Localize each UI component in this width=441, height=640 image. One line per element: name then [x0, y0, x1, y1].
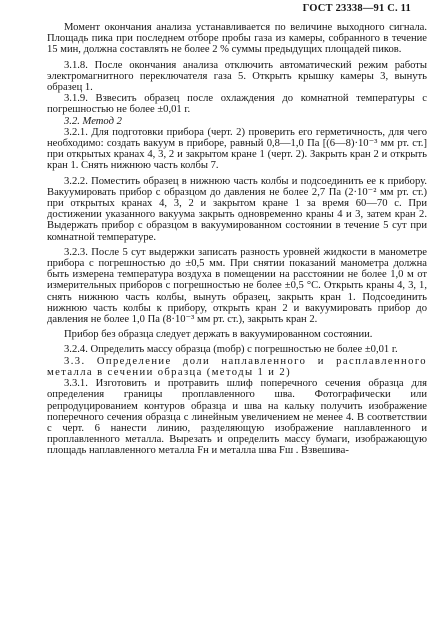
- page-header: ГОСТ 23338—91 С. 11: [302, 3, 411, 14]
- paragraph-3-2-1: 3.2.1. Для подготовки прибора (черт. 2) проверить его герметичность, для чего необходимо: создать вакуум в приборе, равный 0,8—1,0 Па [(6—8)·10⁻³ мм рт. ст.] при открытых кранах 4, 3, 2 и закрытом кране 1 (черт. 2). Закрыть кран 2 и открыть кран 1. Снять нижнюю часть колбы 7.: [47, 126, 427, 172]
- paragraph-3-1-9: 3.1.9. Взвесить образец после охлаждения до комнатной температуры с погрешностью не более ±0,01 г.: [47, 93, 427, 116]
- paragraph-3-2-3: 3.2.3. После 5 сут выдержки записать разность уровней жидкости в манометре прибора с погрешностью до ±0,5 мм. При снятии показаний манометра должна быть измерена температура воздуха в помещении на расстоянии не более 1,0 м от измерительных приборов с погрешностью не более ±0,5 °С. Открыть краны 4, 3, 1, снять нижнюю часть колбы, вынуть образец, закрыть кран 1. Подсоединить нижнюю часть колбы к прибору, открыть кран 2 и вакуумировать прибор до давления не более 1,0 Па (8·10⁻³ мм рт. ст.), закрыть кран 2.: [47, 246, 427, 326]
- paragraph-note: Прибор без образца следует держать в вакуумированном состоянии.: [64, 329, 373, 341]
- paragraph-3-2-2: 3.2.2. Поместить образец в нижнюю часть колбы и подсоединить ее к прибору. Вакуумировать прибор с образцом до давления не более 2,7 Па (2·10⁻² мм рт. ст.) при открытых кранах 4, 3, 2 и закрытом кране 1 за время 60—70 с. При достижении указанного вакуума закрыть одновременно краны 4 и 3, затем кран 2. Выдержать прибор с образцом в вакуумированном состоянии в течение 5 сут при комнатной температуре.: [47, 175, 427, 243]
- paragraph-1: Момент окончания анализа устанавливается по величине выходного сигнала. Площадь пика при последнем отборе пробы газа из камеры, собранного в течение 15 мин, должна составлять не более 2 % суммы предыдущих площадей пиков.: [47, 22, 427, 56]
- document-body: [47, 22, 427, 457]
- paragraph-3-1-8: 3.1.8. После окончания анализа отключить автоматический режим работы электромагнитного переключателя газа 5. Открыть крышку камеры 3, вынуть образец 1.: [47, 59, 427, 94]
- section-heading-3-2: 3.2. Метод 2: [64, 115, 122, 127]
- section-heading-3-3: 3.3. Определение доли наплавленного и расплавленного металла в сечении образца (методы 1 и 2): [47, 355, 427, 378]
- paragraph-3-2-4: 3.2.4. Определить массу образца (mобр) с погрешностью не более ±0,01 г.: [64, 344, 398, 356]
- paragraph-3-3-1: 3.3.1. Изготовить и протравить шлиф поперечного сечения образца для определения границы проплавленного шва. Фотографически или репродуцированием контуров образца и шва на кальку получить изображение поперечного сечения образца с линейным увеличением не менее 4. В соответствии с черт. 6 нанести линию, разделяющую изображение наплавленного и проплавленного металла. Вырезать и определить массу бумаги, изображающую площадь наплавленного металла Fн и металла шва Fш . Взвешива-: [47, 378, 427, 457]
